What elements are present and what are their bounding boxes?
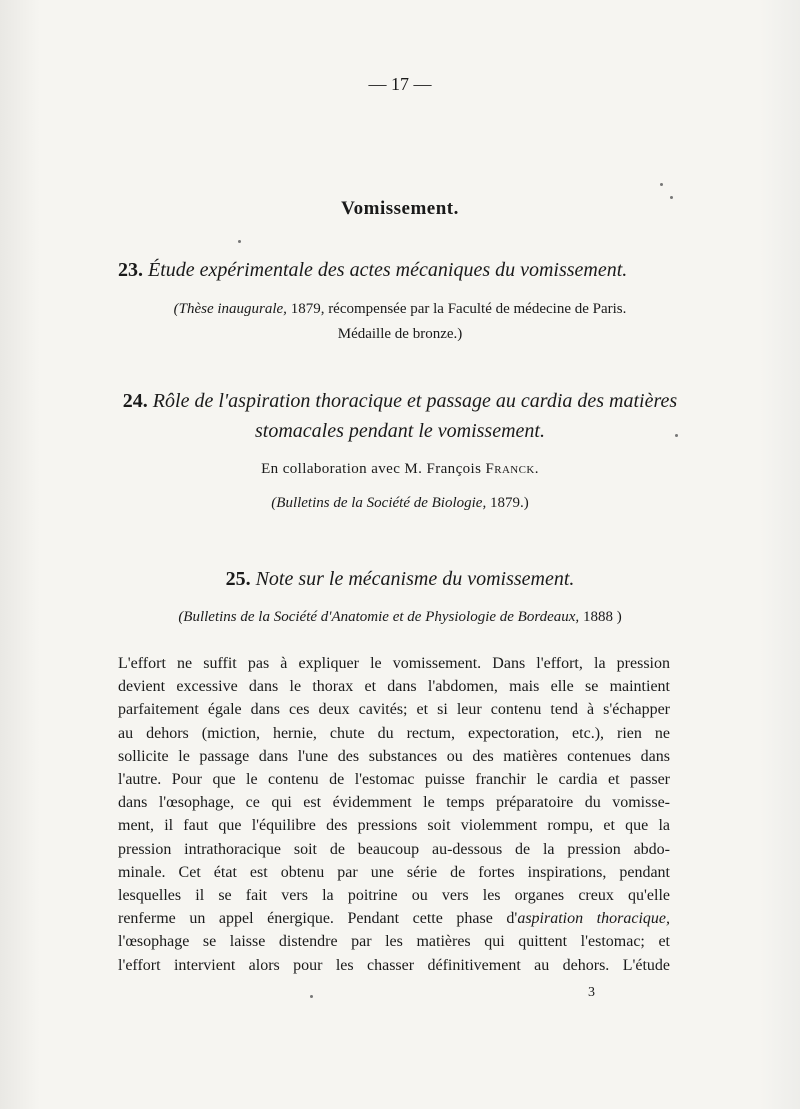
- entry-25-citation-source: (Bulletins de la Société d'Anatomie et de Physiologie de Bordeaux,: [178, 609, 580, 625]
- entry-23-number: 23.: [118, 259, 143, 281]
- entry-23-citation-rest: 1879, récompensée par la Faculté de médecine de Paris.: [286, 301, 627, 317]
- body-line: l'autre. Pour que le contenu de l'estomac puisse franchir le cardia et passer: [118, 771, 670, 789]
- scan-speck: [310, 995, 313, 998]
- entry-25-title-text: Note sur le mécanisme du vomissement.: [255, 568, 575, 590]
- entry-23-title: [118, 259, 627, 282]
- scan-speck: [660, 183, 663, 186]
- entry-23-citation-line2: Médaille de bronze.): [337, 326, 463, 342]
- entry-24-collaborator-name: Franck.: [485, 461, 539, 477]
- entry-24-collaboration: [0, 461, 800, 478]
- body-line-with-italic: [118, 907, 670, 930]
- body-paragraph: [118, 652, 670, 977]
- body-line: l'œsophage se laisse distendre par les matières qui quittent l'estomac; et: [118, 933, 670, 951]
- entry-25-number: 25.: [225, 568, 251, 590]
- body-line: parfaitement égale dans ces deux cavités; et si leur contenu tend à s'échapper: [118, 701, 670, 719]
- section-title: Vomissement.: [341, 198, 459, 219]
- entry-24-number: 24.: [122, 390, 148, 412]
- body-line-part: renferme un appel énergique. Pendant cette phase d': [118, 910, 518, 928]
- scan-speck: [670, 196, 673, 199]
- body-line: sollicite le passage dans l'une des substances ou des matières contenues dans: [118, 747, 670, 765]
- body-line: dans l'œsophage, ce qui est évidemment le temps préparatoire du vomisse-: [118, 794, 670, 812]
- entry-24-title-text-line1: Rôle de l'aspiration thoracique et passage au cardia des matières: [152, 390, 678, 412]
- body-line-italic-phrase: aspiration thoracique,: [517, 910, 671, 928]
- entry-25-title: [0, 568, 800, 591]
- body-line: L'effort ne suffit pas à expliquer le vomissement. Dans l'effort, la pression: [118, 655, 670, 672]
- body-line: l'effort intervient alors pour les chasser définitivement au dehors. L'étude: [118, 956, 670, 974]
- scan-speck: [675, 434, 678, 437]
- scan-speck: [238, 240, 241, 243]
- entry-25-citation: [0, 609, 800, 626]
- body-line: devient excessive dans le thorax et dans l'abdomen, mais elle se maintient: [118, 678, 670, 696]
- entry-23-citation-source: (Thèse inaugurale,: [173, 301, 287, 317]
- body-line: ment, il faut que l'équilibre des pressions soit violemment rompu, et que la: [118, 817, 670, 835]
- entry-25-citation-rest: 1888 ): [579, 609, 622, 625]
- entry-24-collaboration-prefix: En collaboration avec M. François: [261, 461, 486, 477]
- page-number: — 17 —: [368, 74, 432, 94]
- entry-24-citation-rest: 1879.): [486, 495, 529, 511]
- body-line: pression intrathoracique soit de beaucoup au-dessous de la pression abdo-: [118, 840, 670, 858]
- body-line: au dehors (miction, hernie, chute du rectum, expectoration, etc.), rien ne: [118, 724, 670, 742]
- body-line: lesquelles il se fait vers la poitrine ou vers les organes creux qu'elle: [118, 887, 670, 905]
- footer-signature-mark: 3: [588, 985, 595, 1000]
- entry-23-title-text: Étude expérimentale des actes mécaniques du vomissement.: [148, 259, 628, 281]
- entry-24-citation-source: (Bulletins de la Société de Biologie,: [271, 495, 487, 511]
- body-line: minale. Cet état est obtenu par une série de fortes inspirations, pendant: [118, 863, 670, 881]
- entry-24-citation: [0, 495, 800, 512]
- entry-23-citation-line1: [0, 301, 800, 318]
- entry-24-title-line1: [0, 390, 800, 413]
- entry-24-title-line2: stomacales pendant le vomissement.: [255, 420, 545, 442]
